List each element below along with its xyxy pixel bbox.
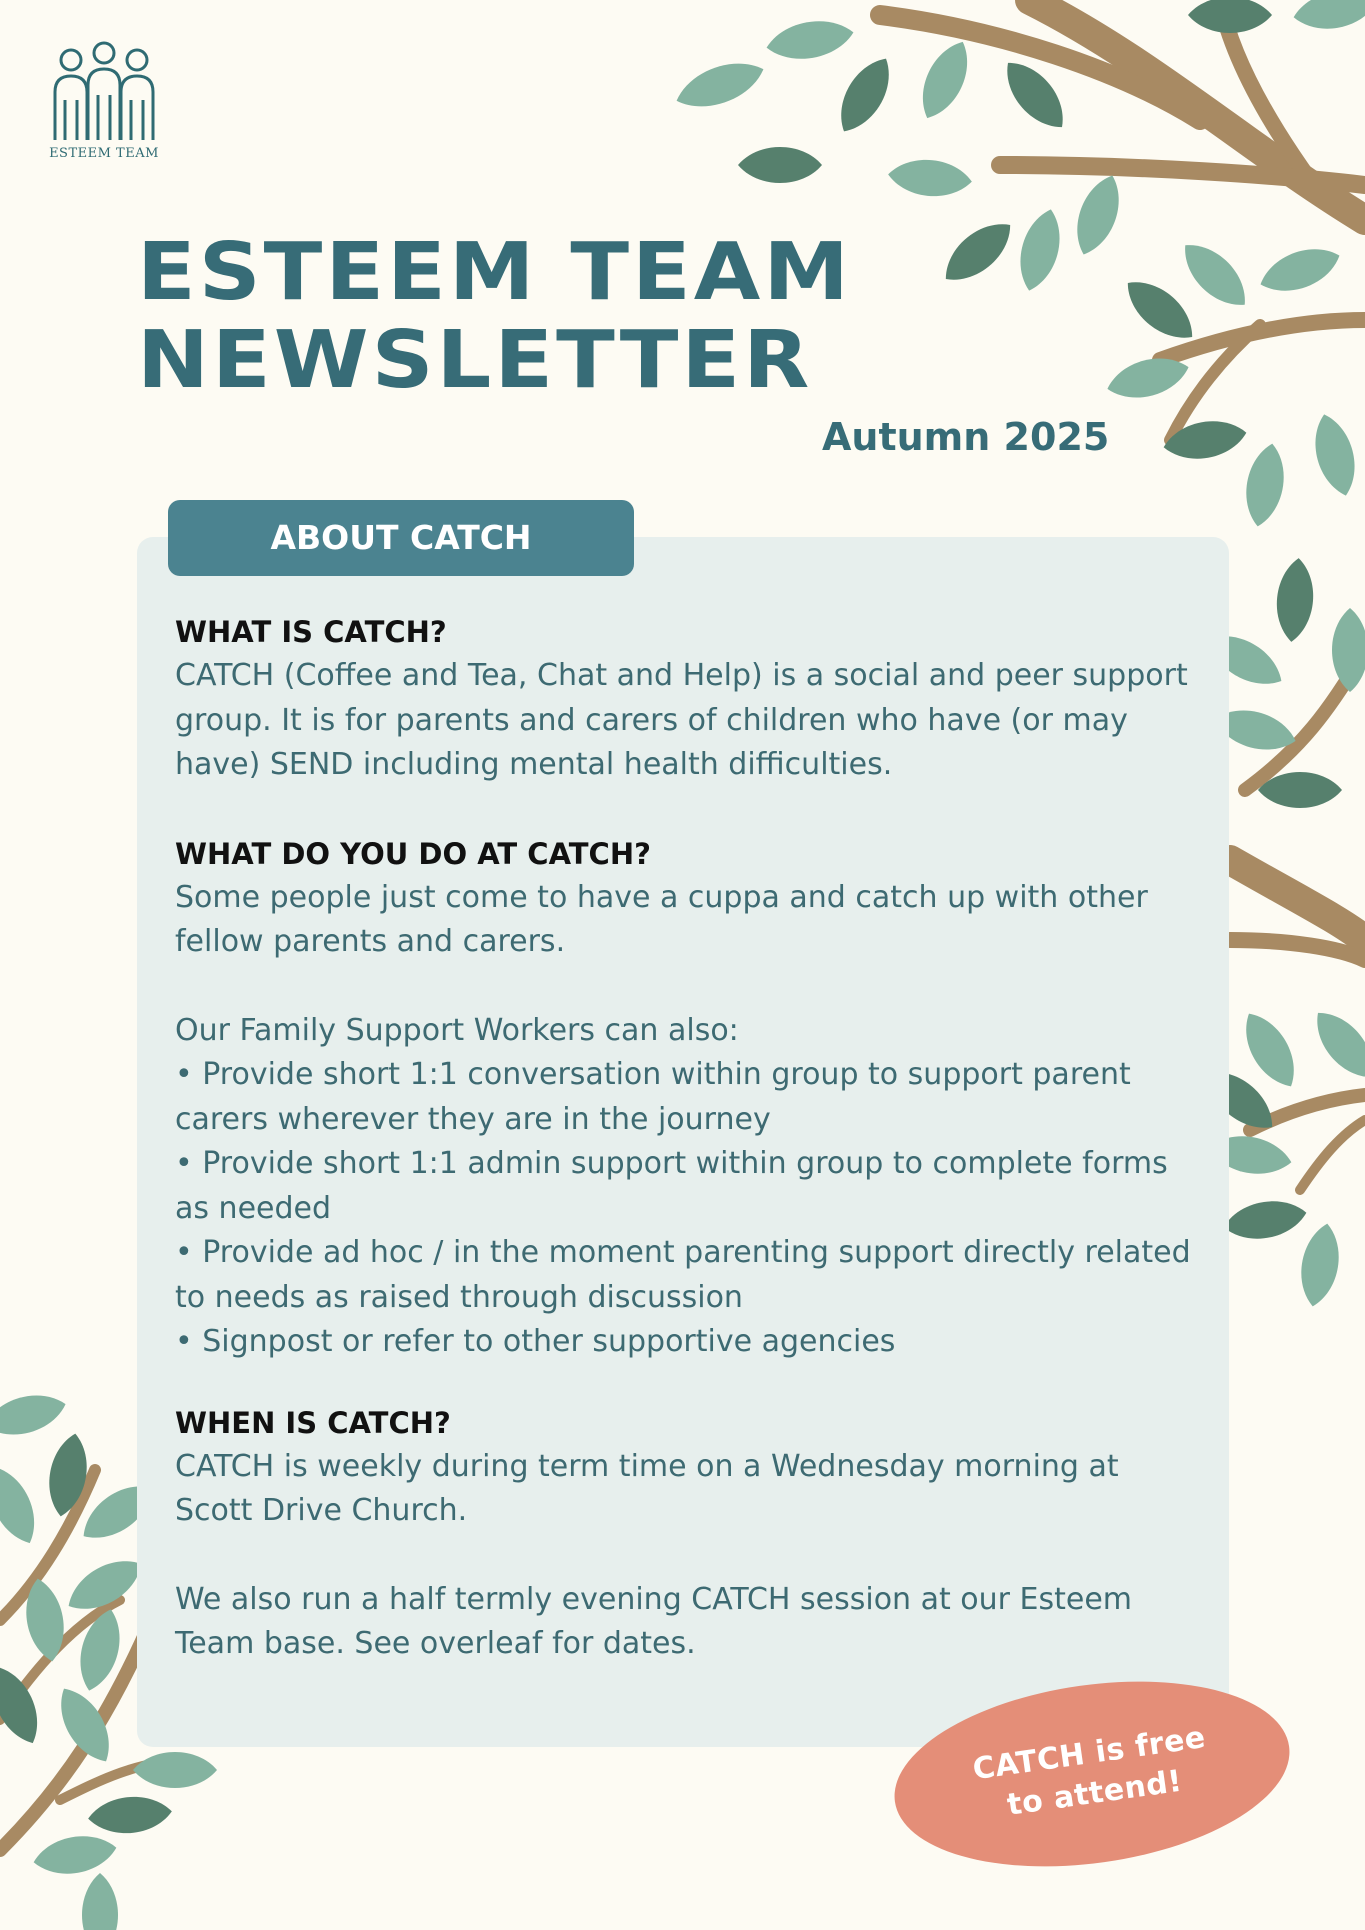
- heading-what-is-catch: WHAT IS CATCH?: [175, 615, 447, 649]
- what-do-you-do-text: Some people just come to have a cuppa and catch up with other fellow parents and carers.: [175, 879, 1148, 959]
- people-icon: [44, 40, 164, 144]
- heading-what-do-you-do: WHAT DO YOU DO AT CATCH?: [175, 836, 651, 871]
- bullet-item: • Provide ad hoc / in the moment parenting support directly related to needs as raised through discussion: [175, 1235, 1191, 1315]
- section-tab-about-catch: ABOUT CATCH: [168, 500, 634, 576]
- title-line-1: ESTEEM TEAM: [137, 226, 852, 319]
- evening-session-text: We also run a half termly evening CATCH session at our Esteem Team base. See overleaf for dates.: [175, 1581, 1133, 1661]
- when-is-catch-text: CATCH is weekly during term time on a Wednesday morning at Scott Drive Church.: [175, 1448, 1119, 1528]
- bullet-item: • Signpost or refer to other supportive agencies: [175, 1324, 896, 1359]
- workers-intro-text: Our Family Support Workers can also:: [175, 1012, 739, 1048]
- bullet-item: • Provide short 1:1 admin support within group to complete forms as needed: [175, 1146, 1168, 1226]
- bullet-item: • Provide short 1:1 conversation within group to support parent carers wherever they are in the journey: [175, 1057, 1131, 1137]
- title-line-2: NEWSLETTER: [137, 314, 813, 407]
- badge-text: CATCH is free to attend!: [970, 1720, 1208, 1823]
- what-is-catch-text: CATCH (Coffee and Tea, Chat and Help) is a social and peer support group. It is for parents and carers of children who have (or may have) SEND including mental health difficulties.: [175, 658, 1188, 782]
- about-catch-content: [175, 610, 1205, 1667]
- newsletter-title: [137, 228, 852, 405]
- edition-label: Autumn 2025: [822, 415, 1110, 459]
- logo-text: ESTEEM TEAM: [49, 146, 159, 161]
- esteem-team-logo: [44, 40, 164, 166]
- heading-when-is-catch: WHEN IS CATCH?: [175, 1405, 451, 1440]
